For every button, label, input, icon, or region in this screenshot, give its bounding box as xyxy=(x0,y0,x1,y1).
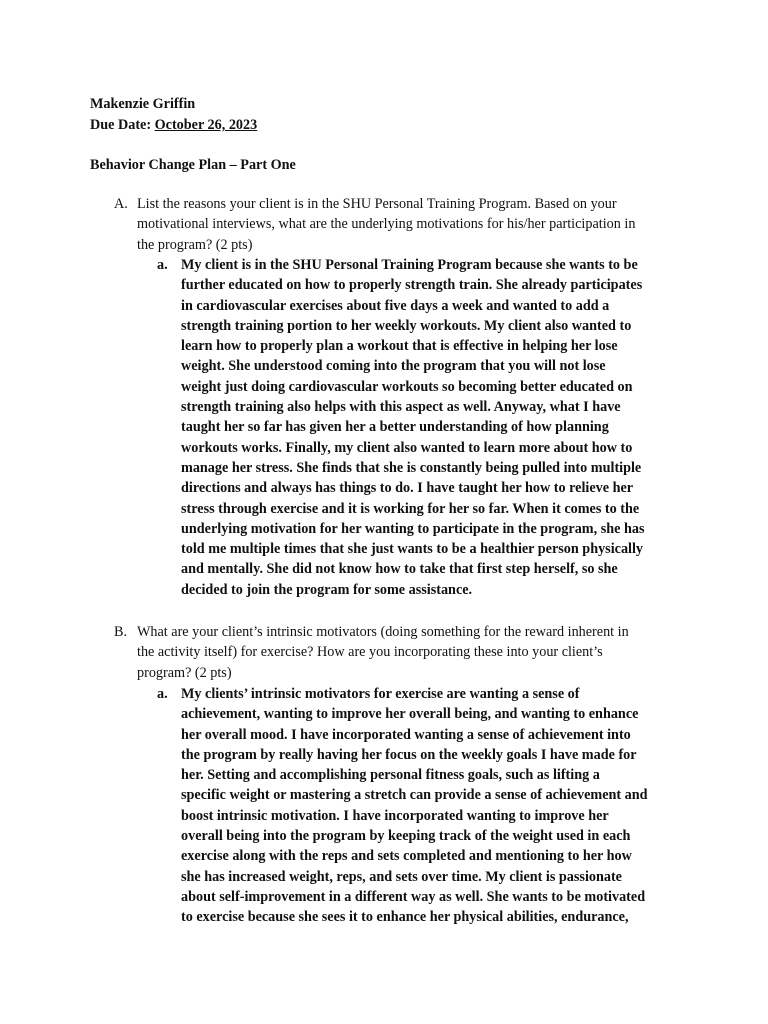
answer-line: specific weight or mastering a stretch can provide a sense of achievement and xyxy=(181,787,648,804)
answer-line: manage her stress. She finds that she is constantly being pulled into multiple xyxy=(181,459,642,476)
answer-line: boost intrinsic motivation. I have incorporated wanting to improve her xyxy=(181,807,609,824)
answer-line: My client is in the SHU Personal Training Program because she wants to be xyxy=(181,257,638,273)
due-date-line xyxy=(90,115,257,135)
answer-line: stress through exercise and it is working for her so far. When it comes to the xyxy=(181,500,640,517)
answer-line: she has increased weight, reps, and sets over time. My client is passionate xyxy=(181,868,622,885)
question-line: List the reasons your client is in the SHU Personal Training Program. Based on your xyxy=(137,196,617,212)
question-b-text xyxy=(137,622,697,683)
answer-line: weight just doing cardiovascular workouts so becoming better educated on xyxy=(181,378,633,395)
due-date-label: Due Date: xyxy=(90,117,152,133)
answer-a-letter: a. xyxy=(157,257,168,273)
answer-line: achievement, wanting to improve her overall being, and wanting to enhance xyxy=(181,706,639,723)
question-a-letter: A. xyxy=(114,196,128,212)
answer-line: about self-improvement in a different way as well. She wants to be motivated xyxy=(181,888,646,905)
answer-line: workouts works. Finally, my client also wanted to learn more about how to xyxy=(181,439,633,456)
document-title: Behavior Change Plan – Part One xyxy=(90,157,296,173)
question-a-text xyxy=(137,194,697,255)
answer-line: strength training portion to her weekly workouts. My client also wanted to xyxy=(181,317,632,334)
answer-line: in cardiovascular exercises about five days a week and wanted to add a xyxy=(181,297,610,314)
answer-line: further educated on how to properly strength train. She already participates xyxy=(181,277,643,294)
answer-line: decided to join the program for some assistance. xyxy=(181,581,473,598)
answer-line: learn how to properly plan a workout that is effective in helping her lose xyxy=(181,338,618,355)
due-date-value: October 26, 2023 xyxy=(154,117,258,133)
answer-line: to exercise because she sees it to enhance her physical abilities, endurance, xyxy=(181,909,629,926)
answer-line: My clients’ intrinsic motivators for exercise are wanting a sense of xyxy=(181,686,580,702)
question-line: What are your client’s intrinsic motivators (doing something for the reward inherent in xyxy=(137,624,629,640)
student-name: Makenzie Griffin xyxy=(90,96,196,112)
answer-line: strength training also helps with this aspect as well. Anyway, what I have xyxy=(181,399,621,416)
question-line: the program? (2 pts) xyxy=(137,236,253,253)
question-b-letter: B. xyxy=(114,624,128,640)
question-line: program? (2 pts) xyxy=(137,664,232,681)
answer-line: underlying motivation for her wanting to participate in the program, she has xyxy=(181,520,645,537)
question-line: the activity itself) for exercise? How are you incorporating these into your client’s xyxy=(137,644,603,661)
answer-line: weight. She understood coming into the program that you will not lose xyxy=(181,358,606,375)
answer-line: directions and always has things to do. I have taught her how to relieve her xyxy=(181,480,634,497)
answer-b-letter: a. xyxy=(157,686,168,702)
answer-line: her overall mood. I have incorporated wanting a sense of achievement into xyxy=(181,726,631,743)
question-line: motivational interviews, what are the underlying motivations for his/her participation in xyxy=(137,216,636,233)
answer-line: and mentally. She did not know how to take that first step herself, so she xyxy=(181,561,618,578)
answer-line: taught her so far has given her a better understanding of how planning xyxy=(181,419,609,436)
answer-line: overall being into the program by keeping track of the weight used in each xyxy=(181,828,631,845)
answer-line: the program by really having her focus on the weekly goals I have made for xyxy=(181,746,637,763)
answer-a-text xyxy=(181,255,681,600)
answer-line: exercise along with the reps and sets completed and mentioning to her how xyxy=(181,848,632,865)
answer-line: told me multiple times that she just wants to be a healthier person physically xyxy=(181,541,644,558)
answer-b-text xyxy=(181,684,681,928)
answer-line: her. Setting and accomplishing personal fitness goals, such as lifting a xyxy=(181,767,600,784)
